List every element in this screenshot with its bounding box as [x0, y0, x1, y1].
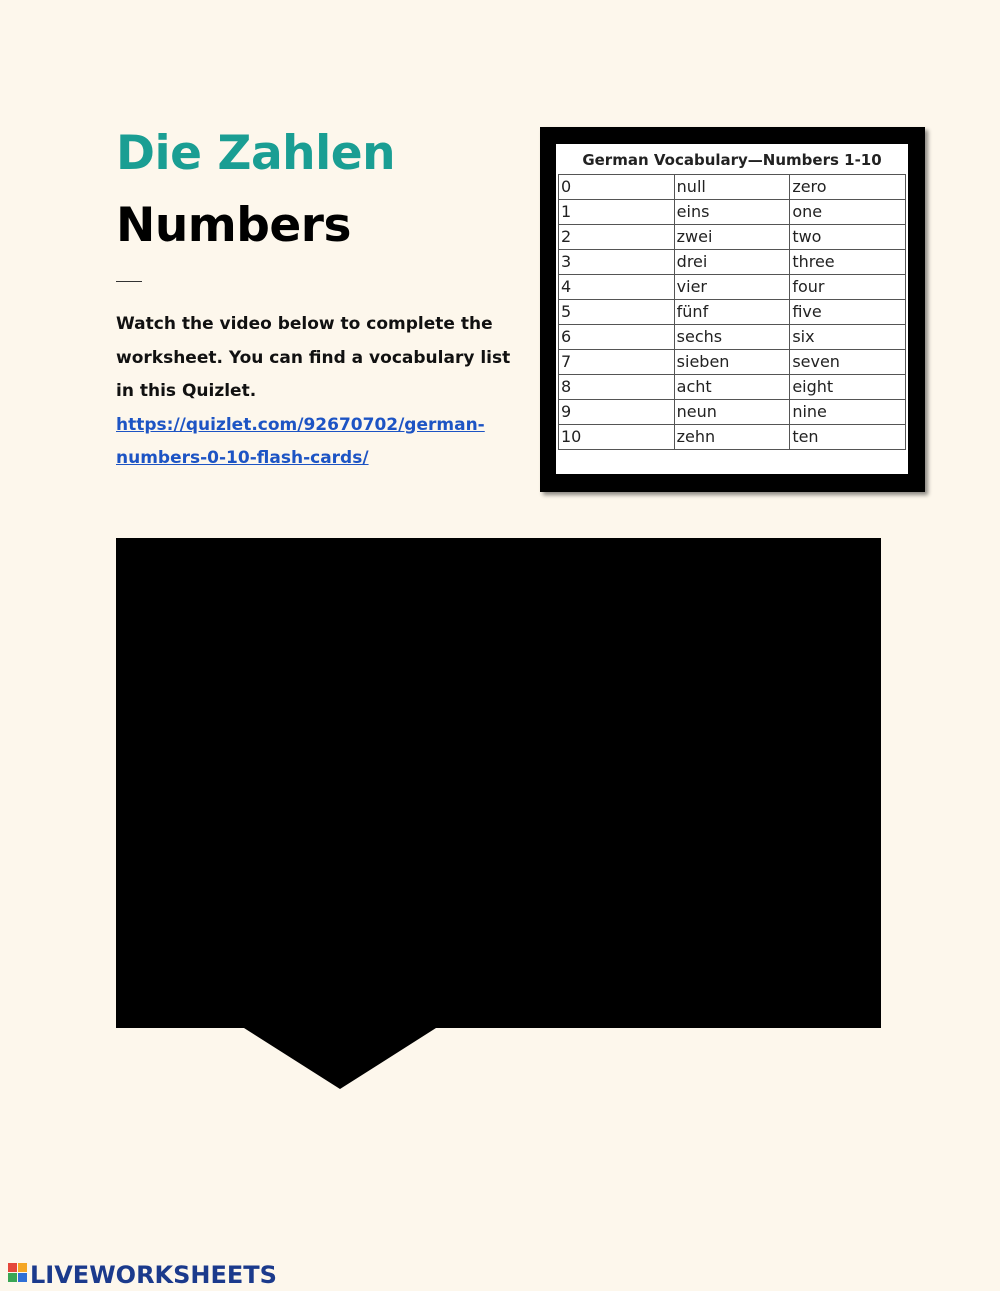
vocabulary-english: eight — [790, 375, 906, 400]
vocabulary-table — [558, 174, 906, 450]
vocabulary-german: acht — [674, 375, 790, 400]
video-callout-shape — [116, 538, 881, 1089]
liveworksheets-logo — [8, 1260, 278, 1290]
vocabulary-english: zero — [790, 175, 906, 200]
vocabulary-german: fünf — [674, 300, 790, 325]
vocabulary-number: 9 — [559, 400, 675, 425]
vocabulary-number: 10 — [559, 425, 675, 450]
vocabulary-image — [540, 127, 925, 492]
vocabulary-row — [559, 425, 906, 450]
vocabulary-row — [559, 250, 906, 275]
vocabulary-row — [559, 200, 906, 225]
vocabulary-english: two — [790, 225, 906, 250]
vocabulary-english: one — [790, 200, 906, 225]
page-title-english: Numbers — [116, 198, 351, 253]
vocabulary-row — [559, 400, 906, 425]
vocabulary-english: six — [790, 325, 906, 350]
vocabulary-row — [559, 325, 906, 350]
vocabulary-german: vier — [674, 275, 790, 300]
vocabulary-english: nine — [790, 400, 906, 425]
title-divider — [116, 281, 142, 282]
vocabulary-german: eins — [674, 200, 790, 225]
vocabulary-german: null — [674, 175, 790, 200]
vocabulary-row — [559, 350, 906, 375]
vocabulary-row — [559, 175, 906, 200]
vocabulary-number: 4 — [559, 275, 675, 300]
vocabulary-german: sechs — [674, 325, 790, 350]
vocabulary-number: 7 — [559, 350, 675, 375]
vocabulary-english: seven — [790, 350, 906, 375]
vocabulary-number: 6 — [559, 325, 675, 350]
vocabulary-row — [559, 300, 906, 325]
video-placeholder[interactable] — [116, 538, 881, 1090]
vocabulary-number: 3 — [559, 250, 675, 275]
instructions-text: Watch the video below to complete the worksheet. You can find a vocabulary list in this Quizlet. — [116, 314, 511, 401]
page-title-german: Die Zahlen — [116, 126, 396, 181]
vocabulary-row — [559, 375, 906, 400]
vocabulary-card — [556, 144, 908, 474]
svg-text:LIVEWORKSHEETS: LIVEWORKSHEETS — [30, 1261, 277, 1289]
vocabulary-row — [559, 225, 906, 250]
vocabulary-number: 8 — [559, 375, 675, 400]
vocabulary-number: 2 — [559, 225, 675, 250]
vocabulary-english: three — [790, 250, 906, 275]
vocabulary-german: zwei — [674, 225, 790, 250]
vocabulary-number: 0 — [559, 175, 675, 200]
instructions — [116, 308, 516, 476]
quizlet-link[interactable]: https://quizlet.com/92670702/german-numbers-0-10-flash-cards/ — [116, 414, 485, 468]
vocabulary-german: zehn — [674, 425, 790, 450]
vocabulary-number: 5 — [559, 300, 675, 325]
vocabulary-title: German Vocabulary—Numbers 1-10 — [582, 151, 882, 169]
vocabulary-english: ten — [790, 425, 906, 450]
vocabulary-number: 1 — [559, 200, 675, 225]
vocabulary-english: five — [790, 300, 906, 325]
vocabulary-german: sieben — [674, 350, 790, 375]
vocabulary-row — [559, 275, 906, 300]
vocabulary-english: four — [790, 275, 906, 300]
vocabulary-german: neun — [674, 400, 790, 425]
vocabulary-german: drei — [674, 250, 790, 275]
